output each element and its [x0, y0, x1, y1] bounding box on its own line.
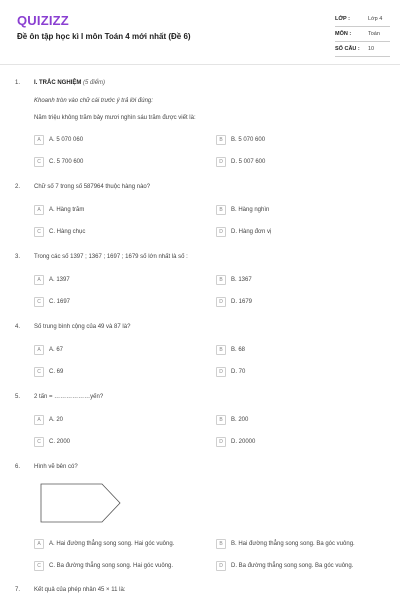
option-text: C. 69 — [49, 368, 64, 375]
option-c[interactable] — [34, 436, 70, 447]
question-text: Số trung bình cộng của 49 và 87 là? — [34, 324, 131, 330]
meta-count-value: 10 — [368, 46, 375, 52]
option-letter-box: D — [216, 367, 226, 377]
option-a[interactable] — [34, 538, 174, 549]
option-text: D. Hàng đơn vị — [231, 228, 272, 235]
option-letter-box: D — [216, 227, 226, 237]
option-a[interactable] — [34, 134, 83, 145]
question-text: Chữ số 7 trong số 587964 thuộc hàng nào? — [34, 184, 151, 190]
meta-divider — [335, 26, 390, 27]
option-letter-box: C — [34, 367, 44, 377]
option-text: D. 5 007 600 — [231, 158, 266, 165]
option-letter-box: A — [34, 135, 44, 145]
option-letter-box: A — [34, 539, 44, 549]
option-c[interactable] — [34, 296, 70, 307]
option-c[interactable] — [34, 226, 85, 237]
option-letter-box: B — [216, 205, 226, 215]
option-b[interactable] — [216, 538, 355, 549]
option-text: A. 67 — [49, 346, 64, 353]
meta-count-label: SỐ CÂU : — [335, 46, 360, 52]
meta-grade-label: LỚP : — [335, 16, 350, 22]
option-letter-box: B — [216, 135, 226, 145]
option-b[interactable] — [216, 344, 245, 355]
option-letter-box: D — [216, 297, 226, 307]
option-letter-box: C — [34, 437, 44, 447]
meta-subject-label: MÔN : — [335, 31, 352, 37]
option-letter-box: A — [34, 205, 44, 215]
question-text: 2 tấn = ………………yến? — [34, 394, 104, 400]
option-text: A. Hàng trăm — [49, 206, 85, 213]
section-points: (5 điểm) — [83, 80, 106, 86]
meta-subject-value: Toán — [368, 31, 380, 37]
question-text: Trong các số 1397 ; 1367 ; 1697 ; 1679 số lớn nhất là số : — [34, 254, 188, 260]
option-text: D. 1679 — [231, 298, 253, 305]
option-text: B. 68 — [231, 346, 246, 353]
option-text: D. 70 — [231, 368, 246, 375]
option-letter-box: D — [216, 437, 226, 447]
section-instruction: Khoanh tròn vào chữ cái trước ý trả lời đúng: — [34, 98, 153, 104]
option-b[interactable] — [216, 204, 269, 215]
option-letter-box: A — [34, 275, 44, 285]
quizizz-logo: QUIZIZZ — [17, 13, 69, 28]
option-letter-box: B — [216, 415, 226, 425]
option-a[interactable] — [34, 414, 63, 425]
question-number: 2. — [15, 184, 21, 190]
meta-grade-value: Lớp 4 — [368, 16, 383, 22]
option-d[interactable] — [216, 226, 271, 237]
option-letter-box: B — [216, 345, 226, 355]
option-text: B. Hàng nghìn — [231, 206, 270, 213]
header-divider — [0, 64, 400, 65]
question-number: 5. — [15, 394, 21, 400]
option-text: C. 5 700 600 — [49, 158, 84, 165]
option-c[interactable] — [34, 560, 173, 571]
option-text: C. 1697 — [49, 298, 71, 305]
question-number: 3. — [15, 254, 21, 260]
option-c[interactable] — [34, 366, 63, 377]
question-number: 1. — [15, 80, 21, 86]
option-text: B. 5 070 600 — [231, 136, 266, 143]
meta-divider — [335, 41, 390, 42]
option-a[interactable] — [34, 204, 84, 215]
option-d[interactable] — [216, 560, 353, 571]
option-d[interactable] — [216, 296, 252, 307]
option-text: A. 20 — [49, 416, 64, 423]
option-letter-box: A — [34, 415, 44, 425]
option-d[interactable] — [216, 156, 265, 167]
option-letter-box: B — [216, 275, 226, 285]
worksheet-header — [0, 0, 400, 65]
option-text: A. 5 070 060 — [49, 136, 84, 143]
option-text: B. 1367 — [231, 276, 252, 283]
option-text: A. Hai đường thẳng song song. Hai góc vuông. — [49, 540, 175, 547]
option-letter-box: D — [216, 157, 226, 167]
option-b[interactable] — [216, 274, 252, 285]
option-text: C. 2000 — [49, 438, 71, 445]
option-a[interactable] — [34, 344, 63, 355]
option-text: D. Ba đường thẳng song song. Ba góc vuông. — [231, 562, 354, 569]
option-c[interactable] — [34, 156, 83, 167]
question-number: 4. — [15, 324, 21, 330]
option-text: A. 1397 — [49, 276, 70, 283]
worksheet-title: Đề ôn tập học kì I môn Toán 4 mới nhất (Đề 6) — [17, 32, 191, 41]
option-text: C. Ba đường thẳng song song. Hai góc vuông. — [49, 562, 174, 569]
pentagon-figure — [40, 483, 122, 523]
question-number: 7. — [15, 587, 21, 593]
option-letter-box: C — [34, 561, 44, 571]
meta-divider — [335, 56, 390, 57]
option-text: B. Hai đường thẳng song song. Ba góc vuông. — [231, 540, 355, 547]
option-letter-box: C — [34, 227, 44, 237]
option-letter-box: D — [216, 561, 226, 571]
option-d[interactable] — [216, 366, 245, 377]
question-text: Kết quả của phép nhân 45 × 11 là: — [34, 587, 126, 593]
option-letter-box: B — [216, 539, 226, 549]
option-letter-box: C — [34, 157, 44, 167]
question-text: Năm triệu không trăm bảy mươi nghìn sáu trăm được viết là: — [34, 115, 196, 121]
option-b[interactable] — [216, 134, 265, 145]
option-text: D. 20000 — [231, 438, 256, 445]
question-number: 6. — [15, 464, 21, 470]
option-text: C. Hàng chục — [49, 228, 86, 235]
option-b[interactable] — [216, 414, 248, 425]
option-letter-box: C — [34, 297, 44, 307]
question-text: Hình vẽ bên có? — [34, 464, 78, 470]
section-title: I. TRẮC NGHIỆM (5 điểm) — [34, 80, 106, 86]
option-a[interactable] — [34, 274, 70, 285]
option-d[interactable] — [216, 436, 255, 447]
option-text: B. 200 — [231, 416, 249, 423]
option-letter-box: A — [34, 345, 44, 355]
